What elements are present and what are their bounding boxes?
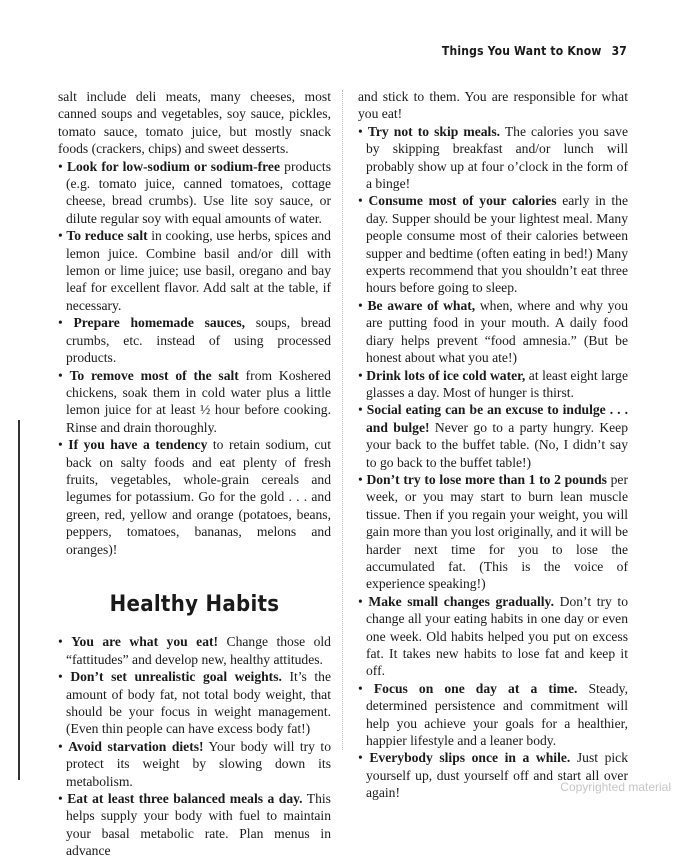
list-item: • Prepare homemade sauces, soups, bread crumbs, etc. instead of using processed products. [58, 315, 331, 366]
list-item: • Focus on one day at a time. Steady, determined persistence and commitment will help you achieve your goals for a healthier, happier lifestyle and a leaner body. [358, 680, 628, 749]
healthy-habits-list [58, 633, 331, 859]
right-intro-paragraph: and stick to them. You are responsible for what you eat! [358, 89, 628, 122]
list-item: • Consume most of your calories early in the day. Supper should be your lightest meal. Many people consume most of their calories between supper and bedtime (often eating in bed!) Many experts recommend that you shouldn’t eat three hours before going to sleep. [358, 193, 628, 296]
list-item: • To remove most of the salt from Koshered chickens, soak them in cold water plus a little lemon juice for at least ½ hour before cooking. Rinse and drain thoroughly. [58, 367, 331, 435]
list-item: • To reduce salt in cooking, use herbs, spices and lemon juice. Combine basil and/or dill with lemon or lime juice; use basil, oregano and bay leaf for excellent flavor. Add salt at the table, if necessary. [58, 228, 331, 313]
page-edge-rule [18, 420, 20, 780]
list-item: • Social eating can be an excuse to indulge . . . and bulge! Never go to a party hungry. Keep your back to the buffet table. (No, I didn’t say to go back to the buffet table!) [358, 402, 628, 470]
list-item: • Don’t try to lose more than 1 to 2 pounds per week, or you may start to burn lean muscle tissue. Then if you regain your weight, you will gain more than you lost originally, and it will be harder next time for you to lose the accumulated fat. (This is the voice of experience speaking!) [358, 471, 628, 592]
copyright-watermark: Copyrighted material [560, 780, 671, 794]
page-number: 37 [611, 44, 627, 58]
list-item: • Make small changes gradually. Don’t try to change all your eating habits in one day or even one week. Old habits helped you put on excess fat. It takes new habits to lose fat and keep it off. [358, 593, 628, 679]
left-intro-paragraph: salt include deli meats, many cheeses, most canned soups and vegetables, soy sauce, pickles, tomato sauce, tomato juice, but mostly snack foods (crackers, chips) and sweet desserts. [58, 89, 331, 157]
list-item: • You are what you eat! Change those old “fattitudes” and develop new, healthy attitudes. [58, 634, 331, 667]
list-item: • Don’t set unrealistic goal weights. It’s the amount of body fat, not total body weight, that should be your focus in weight management. (Even thin people can have excess body fat!) [58, 669, 331, 737]
list-item: • Be aware of what, when, where and why you are putting food in your mouth. A daily food diary helps prevent “food amnesia.” (But be honest about what you ate!) [358, 297, 628, 366]
list-item: • Look for low-sodium or sodium-free products (e.g. tomato juice, canned tomatoes, cottage cheese, bread crumbs). Use lite soy sauce, or dilute regular soy with equal amounts of water. [58, 158, 331, 226]
left-column [58, 88, 331, 860]
sodium-tips-list [58, 158, 331, 558]
header-title: Things You Want to Know [441, 44, 602, 58]
list-item: • Eat at least three balanced meals a day. This helps supply your body with fuel to maintain your basal metabolic rate. Plan menus in advance [58, 791, 331, 859]
list-item: • Try not to skip meals. The calories you save by skipping breakfast and/or lunch will probably show up at four o’clock in the form of a binge! [358, 123, 628, 192]
list-item: • Everybody slips once in a while. Just pick yourself up, dust yourself off and start all over again! [358, 750, 628, 801]
habits-continued-list [358, 123, 628, 802]
column-divider [342, 90, 343, 750]
list-item: • Drink lots of ice cold water, at least eight large glasses a day. Most of hunger is thirst. [358, 367, 628, 400]
right-column [358, 88, 628, 802]
list-item: • If you have a tendency to retain sodium, cut back on salty foods and eat plenty of fresh fruits, vegetables, whole-grain cereals and legumes for potassium. Go for the gold . . . and green, red, yellow and orange (potatoes, beans, peppers, tomatoes, bananas, melons and oranges)! [58, 437, 331, 557]
running-header [442, 44, 627, 58]
list-item: • Avoid starvation diets! Your body will try to protect its weight by slowing down its metabolism. [58, 738, 331, 789]
section-heading: Healthy Habits [109, 591, 280, 617]
